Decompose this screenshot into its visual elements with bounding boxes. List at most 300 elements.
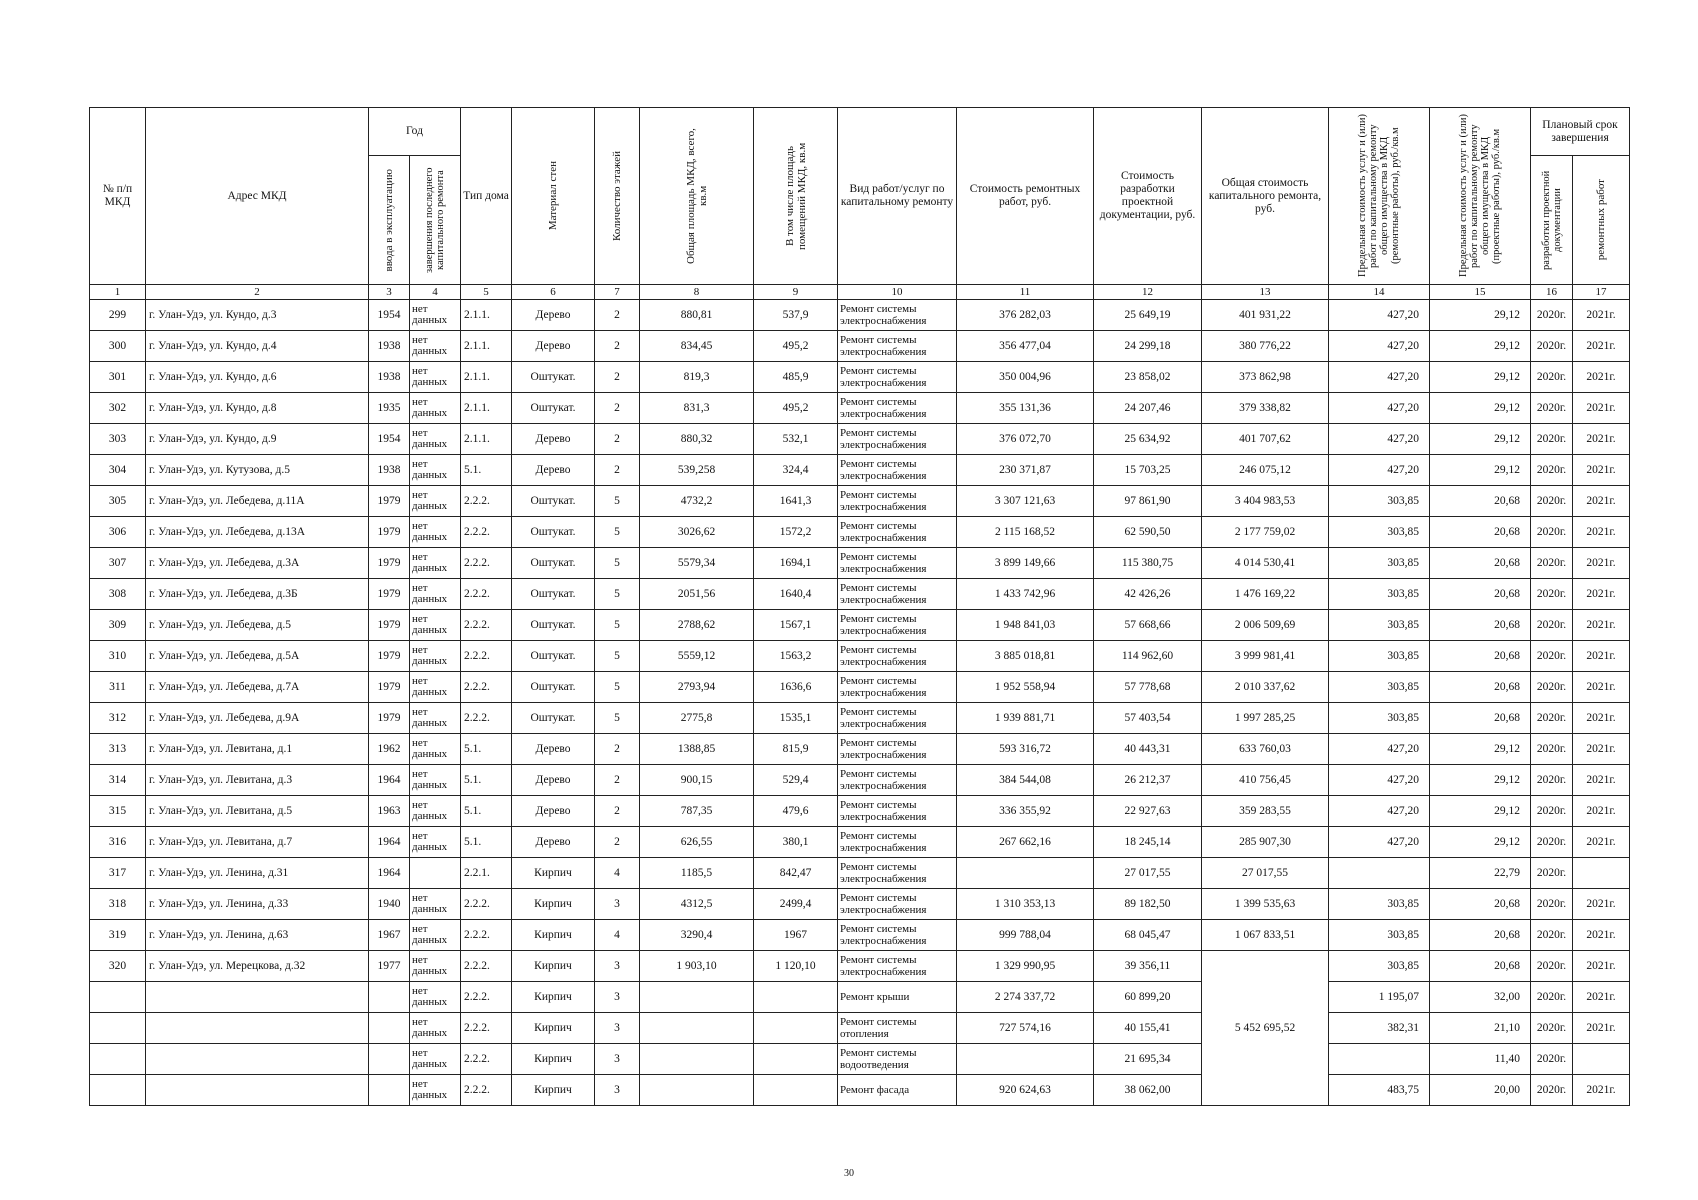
cell-n: 313 — [90, 734, 146, 765]
cell-n: 311 — [90, 672, 146, 703]
cell-n: 317 — [90, 858, 146, 889]
cell-wall: Кирпич — [512, 889, 595, 920]
cell-y2: нет данных — [410, 765, 461, 796]
cell-wall: Дерево — [512, 424, 595, 455]
cell-cost: 3 885 018,81 — [957, 641, 1094, 672]
cell-y1: 1979 — [369, 548, 410, 579]
cell-cost: 230 371,87 — [957, 455, 1094, 486]
cell-n: 310 — [90, 641, 146, 672]
cell-cost: 2 115 168,52 — [957, 517, 1094, 548]
cell-p1: 2020г. — [1531, 672, 1573, 703]
cell-work: Ремонт системы электроснабжения — [838, 641, 957, 672]
cell-design: 115 380,75 — [1094, 548, 1202, 579]
cell-type: 2.2.2. — [461, 1075, 512, 1106]
table-row — [90, 610, 1630, 641]
cell-lim2: 21,10 — [1430, 1013, 1531, 1044]
cell-area: 831,3 — [640, 393, 754, 424]
cell-p1: 2020г. — [1531, 579, 1573, 610]
cell-wall: Дерево — [512, 796, 595, 827]
cell-p2: 2021г. — [1573, 827, 1630, 858]
cell-lim1: 427,20 — [1329, 765, 1430, 796]
cell-work: Ремонт системы электроснабжения — [838, 734, 957, 765]
cell-wall: Дерево — [512, 827, 595, 858]
cell-p1: 2020г. — [1531, 920, 1573, 951]
cell-lim1: 427,20 — [1329, 300, 1430, 331]
table-row — [90, 1075, 1630, 1106]
table-row — [90, 486, 1630, 517]
cell-addr: г. Улан-Удэ, ул. Левитана, д.7 — [146, 827, 369, 858]
table-row — [90, 300, 1630, 331]
cell-cost: 376 072,70 — [957, 424, 1094, 455]
cell-addr: г. Улан-Удэ, ул. Ленина, д.63 — [146, 920, 369, 951]
cell-y2: нет данных — [410, 548, 461, 579]
cell-addr: г. Улан-Удэ, ул. Левитана, д.1 — [146, 734, 369, 765]
cell-lim2: 20,68 — [1430, 641, 1531, 672]
cell-lim2: 11,40 — [1430, 1044, 1531, 1075]
cell-addr: г. Улан-Удэ, ул. Лебедева, д.5 — [146, 610, 369, 641]
cell-lim1: 303,85 — [1329, 889, 1430, 920]
cell-work: Ремонт системы электроснабжения — [838, 362, 957, 393]
cell-y1: 1979 — [369, 486, 410, 517]
cell-area: 880,81 — [640, 300, 754, 331]
cell-y1: 1979 — [369, 610, 410, 641]
cell-wall: Дерево — [512, 331, 595, 362]
cell-y1: 1963 — [369, 796, 410, 827]
cell-n: 314 — [90, 765, 146, 796]
cell-fl: 5 — [595, 672, 640, 703]
cell-rooms: 815,9 — [754, 734, 838, 765]
cell-addr: г. Улан-Удэ, ул. Лебедева, д.3А — [146, 548, 369, 579]
cell-fl: 3 — [595, 1013, 640, 1044]
cell-lim2: 22,79 — [1430, 858, 1531, 889]
cell-design: 40 155,41 — [1094, 1013, 1202, 1044]
cell-type: 2.2.2. — [461, 548, 512, 579]
cell-p1: 2020г. — [1531, 734, 1573, 765]
cell-lim2: 20,00 — [1430, 1075, 1531, 1106]
cell-cost: 2 274 337,72 — [957, 982, 1094, 1013]
cell-type: 2.2.2. — [461, 610, 512, 641]
cell-wall: Дерево — [512, 765, 595, 796]
cell-p2: 2021г. — [1573, 1013, 1630, 1044]
cell-total: 380 776,22 — [1202, 331, 1329, 362]
column-number: 4 — [410, 285, 461, 300]
cell-wall: Кирпич — [512, 982, 595, 1013]
cell-cost: 1 952 558,94 — [957, 672, 1094, 703]
cell-type: 2.1.1. — [461, 393, 512, 424]
cell-type: 2.2.2. — [461, 982, 512, 1013]
table-row — [90, 796, 1630, 827]
cell-y1: 1954 — [369, 300, 410, 331]
cell-rooms: 537,9 — [754, 300, 838, 331]
cell-design: 57 403,54 — [1094, 703, 1202, 734]
header-year: Год — [369, 108, 461, 156]
cell-p2 — [1573, 1044, 1630, 1075]
header-wall — [512, 108, 595, 285]
cell-y1: 1964 — [369, 765, 410, 796]
cell-addr: г. Улан-Удэ, ул. Лебедева, д.9А — [146, 703, 369, 734]
header-house-type: Тип дома — [461, 108, 512, 285]
cell-fl: 3 — [595, 1075, 640, 1106]
cell-wall: Кирпич — [512, 858, 595, 889]
cell-p2: 2021г. — [1573, 796, 1630, 827]
cell-lim1: 303,85 — [1329, 951, 1430, 982]
cell-design: 38 062,00 — [1094, 1075, 1202, 1106]
cell-wall: Оштукат. — [512, 641, 595, 672]
cell-p1: 2020г. — [1531, 1075, 1573, 1106]
cell-n: 303 — [90, 424, 146, 455]
cell-p1: 2020г. — [1531, 765, 1573, 796]
cell-area: 2775,8 — [640, 703, 754, 734]
cell-p2: 2021г. — [1573, 765, 1630, 796]
cell-design: 57 668,66 — [1094, 610, 1202, 641]
header-planned-design-text: разработки проектной документации — [1540, 170, 1563, 270]
table-row — [90, 424, 1630, 455]
column-number: 8 — [640, 285, 754, 300]
cell-type: 2.2.2. — [461, 579, 512, 610]
cell-y1: 1979 — [369, 517, 410, 548]
cell-addr: г. Улан-Удэ, ул. Лебедева, д.11А — [146, 486, 369, 517]
cell-fl: 2 — [595, 424, 640, 455]
cell-design: 23 858,02 — [1094, 362, 1202, 393]
column-number: 16 — [1531, 285, 1573, 300]
cell-work: Ремонт системы водоотведения — [838, 1044, 957, 1075]
cell-area — [640, 1044, 754, 1075]
table-row — [90, 982, 1630, 1013]
cell-p2 — [1573, 858, 1630, 889]
cell-addr: г. Улан-Удэ, ул. Лебедева, д.5А — [146, 641, 369, 672]
cell-total: 1 997 285,25 — [1202, 703, 1329, 734]
cell-addr: г. Улан-Удэ, ул. Лебедева, д.3Б — [146, 579, 369, 610]
cell-area: 900,15 — [640, 765, 754, 796]
cell-lim1: 382,31 — [1329, 1013, 1430, 1044]
cell-total: 285 907,30 — [1202, 827, 1329, 858]
cell-area — [640, 1075, 754, 1106]
header-year-commission-text: ввода в эксплуатацию — [383, 168, 395, 272]
cell-fl: 2 — [595, 362, 640, 393]
cell-y1: 1964 — [369, 827, 410, 858]
column-number: 17 — [1573, 285, 1630, 300]
table-body — [90, 300, 1630, 1106]
cell-addr: г. Улан-Удэ, ул. Кундо, д.4 — [146, 331, 369, 362]
cell-n — [90, 1044, 146, 1075]
cell-p1: 2020г. — [1531, 827, 1573, 858]
cell-lim2: 20,68 — [1430, 548, 1531, 579]
table-row — [90, 858, 1630, 889]
cell-design: 57 778,68 — [1094, 672, 1202, 703]
cell-work: Ремонт системы электроснабжения — [838, 300, 957, 331]
cell-design: 68 045,47 — [1094, 920, 1202, 951]
cell-cost: 1 948 841,03 — [957, 610, 1094, 641]
cell-lim2: 20,68 — [1430, 610, 1531, 641]
cell-lim2: 29,12 — [1430, 455, 1531, 486]
cell-total: 401 931,22 — [1202, 300, 1329, 331]
cell-y2: нет данных — [410, 331, 461, 362]
cell-addr — [146, 1013, 369, 1044]
column-number: 11 — [957, 285, 1094, 300]
header-total-area-text: Общая площадь МКД, всего, кв.м — [684, 128, 709, 264]
cell-wall: Кирпич — [512, 920, 595, 951]
cell-lim2: 29,12 — [1430, 765, 1531, 796]
cell-y2: нет данных — [410, 796, 461, 827]
cell-total: 379 338,82 — [1202, 393, 1329, 424]
cell-y1: 1938 — [369, 331, 410, 362]
cell-design: 62 590,50 — [1094, 517, 1202, 548]
cell-p1: 2020г. — [1531, 889, 1573, 920]
cell-n: 306 — [90, 517, 146, 548]
cell-y2: нет данных — [410, 455, 461, 486]
cell-area: 3290,4 — [640, 920, 754, 951]
cell-cost: 999 788,04 — [957, 920, 1094, 951]
cell-y1: 1977 — [369, 951, 410, 982]
cell-design: 26 212,37 — [1094, 765, 1202, 796]
header-limit-design — [1430, 108, 1531, 285]
cell-area: 834,45 — [640, 331, 754, 362]
cell-design: 114 962,60 — [1094, 641, 1202, 672]
cell-work: Ремонт системы электроснабжения — [838, 548, 957, 579]
cell-lim1: 427,20 — [1329, 331, 1430, 362]
cell-cost: 3 307 121,63 — [957, 486, 1094, 517]
cell-lim1 — [1329, 1044, 1430, 1075]
table-row — [90, 1013, 1630, 1044]
table-row — [90, 672, 1630, 703]
cell-addr: г. Улан-Удэ, ул. Кундо, д.3 — [146, 300, 369, 331]
cell-type: 2.1.1. — [461, 362, 512, 393]
cell-rooms — [754, 1075, 838, 1106]
cell-type: 2.2.2. — [461, 486, 512, 517]
header-wall-text: Материал стен — [547, 161, 560, 231]
cell-design: 18 245,14 — [1094, 827, 1202, 858]
cell-n — [90, 1075, 146, 1106]
cell-p1: 2020г. — [1531, 548, 1573, 579]
cell-lim1: 427,20 — [1329, 455, 1430, 486]
cell-total: 2 006 509,69 — [1202, 610, 1329, 641]
cell-y2: нет данных — [410, 393, 461, 424]
cell-rooms: 324,4 — [754, 455, 838, 486]
cell-lim1: 303,85 — [1329, 517, 1430, 548]
cell-type: 2.1.1. — [461, 424, 512, 455]
cell-p1: 2020г. — [1531, 951, 1573, 982]
cell-rooms: 1694,1 — [754, 548, 838, 579]
cell-area — [640, 982, 754, 1013]
cell-work: Ремонт системы электроснабжения — [838, 455, 957, 486]
cell-fl: 4 — [595, 858, 640, 889]
cell-cost: 356 477,04 — [957, 331, 1094, 362]
cell-wall: Кирпич — [512, 1044, 595, 1075]
cell-n: 304 — [90, 455, 146, 486]
cell-area: 2793,94 — [640, 672, 754, 703]
cell-p1: 2020г. — [1531, 362, 1573, 393]
header-year-last-repair — [410, 156, 461, 285]
cell-type: 2.2.2. — [461, 951, 512, 982]
cell-rooms: 479,6 — [754, 796, 838, 827]
cell-p1: 2020г. — [1531, 393, 1573, 424]
cell-p2: 2021г. — [1573, 424, 1630, 455]
table-row — [90, 920, 1630, 951]
cell-type: 2.2.2. — [461, 1044, 512, 1075]
header-num: № п/п МКД — [90, 108, 146, 285]
cell-total: 1 476 169,22 — [1202, 579, 1329, 610]
cell-area: 2788,62 — [640, 610, 754, 641]
cell-fl: 5 — [595, 517, 640, 548]
cell-wall: Дерево — [512, 455, 595, 486]
cell-y1: 1967 — [369, 920, 410, 951]
cell-design: 39 356,11 — [1094, 951, 1202, 982]
header-room-area-text: В том числе площадь помещений МКД, кв.м — [783, 142, 808, 250]
column-number: 13 — [1202, 285, 1329, 300]
cell-total: 1 399 535,63 — [1202, 889, 1329, 920]
header-floors — [595, 108, 640, 285]
cell-cost: 1 433 742,96 — [957, 579, 1094, 610]
cell-y2: нет данных — [410, 889, 461, 920]
cell-wall: Оштукат. — [512, 610, 595, 641]
column-number-row — [90, 285, 1630, 300]
cell-rooms: 1641,3 — [754, 486, 838, 517]
table-row — [90, 517, 1630, 548]
cell-y1: 1979 — [369, 579, 410, 610]
cell-fl: 5 — [595, 548, 640, 579]
column-number: 3 — [369, 285, 410, 300]
cell-cost — [957, 858, 1094, 889]
table-row — [90, 889, 1630, 920]
cell-y1: 1979 — [369, 703, 410, 734]
cell-lim2: 29,12 — [1430, 734, 1531, 765]
cell-lim2: 20,68 — [1430, 951, 1531, 982]
cell-fl: 2 — [595, 765, 640, 796]
cell-work: Ремонт системы электроснабжения — [838, 920, 957, 951]
cell-wall: Оштукат. — [512, 548, 595, 579]
cell-rooms: 842,47 — [754, 858, 838, 889]
cell-wall: Оштукат. — [512, 703, 595, 734]
cell-work: Ремонт системы электроснабжения — [838, 610, 957, 641]
cell-lim2: 20,68 — [1430, 672, 1531, 703]
cell-n: 302 — [90, 393, 146, 424]
cell-n: 308 — [90, 579, 146, 610]
table-row — [90, 362, 1630, 393]
cell-type: 2.2.2. — [461, 703, 512, 734]
cell-p1: 2020г. — [1531, 858, 1573, 889]
cell-design: 97 861,90 — [1094, 486, 1202, 517]
cell-y1: 1954 — [369, 424, 410, 455]
cell-y2: нет данных — [410, 734, 461, 765]
cell-total: 410 756,45 — [1202, 765, 1329, 796]
cell-fl: 2 — [595, 796, 640, 827]
cell-n: 305 — [90, 486, 146, 517]
cell-fl: 2 — [595, 393, 640, 424]
column-number: 10 — [838, 285, 957, 300]
cell-p1: 2020г. — [1531, 1013, 1573, 1044]
table-row — [90, 579, 1630, 610]
cell-y1 — [369, 1044, 410, 1075]
cell-cost: 920 624,63 — [957, 1075, 1094, 1106]
cell-cost: 336 355,92 — [957, 796, 1094, 827]
repair-plan-table — [89, 107, 1630, 1106]
cell-area: 880,32 — [640, 424, 754, 455]
cell-type: 2.2.2. — [461, 1013, 512, 1044]
cell-addr: г. Улан-Удэ, ул. Левитана, д.5 — [146, 796, 369, 827]
cell-lim1: 303,85 — [1329, 579, 1430, 610]
cell-work: Ремонт системы электроснабжения — [838, 951, 957, 982]
cell-fl: 3 — [595, 1044, 640, 1075]
cell-p2: 2021г. — [1573, 641, 1630, 672]
table-row — [90, 393, 1630, 424]
cell-total: 633 760,03 — [1202, 734, 1329, 765]
cell-p1: 2020г. — [1531, 331, 1573, 362]
cell-cost: 727 574,16 — [957, 1013, 1094, 1044]
cell-y1: 1964 — [369, 858, 410, 889]
table-row — [90, 548, 1630, 579]
cell-cost — [957, 1044, 1094, 1075]
cell-total: 2 010 337,62 — [1202, 672, 1329, 703]
cell-y2: нет данных — [410, 610, 461, 641]
cell-n: 316 — [90, 827, 146, 858]
cell-rooms: 495,2 — [754, 331, 838, 362]
cell-p1: 2020г. — [1531, 424, 1573, 455]
table-row — [90, 641, 1630, 672]
cell-rooms: 485,9 — [754, 362, 838, 393]
cell-type: 2.2.2. — [461, 641, 512, 672]
cell-addr: г. Улан-Удэ, ул. Лебедева, д.7А — [146, 672, 369, 703]
cell-cost: 593 316,72 — [957, 734, 1094, 765]
header-room-area — [754, 108, 838, 285]
cell-lim1: 303,85 — [1329, 548, 1430, 579]
cell-lim1: 303,85 — [1329, 486, 1430, 517]
header-planned-repair-text: ремонтных работ — [1595, 179, 1608, 261]
cell-cost: 376 282,03 — [957, 300, 1094, 331]
cell-lim2: 29,12 — [1430, 393, 1531, 424]
cell-rooms: 380,1 — [754, 827, 838, 858]
cell-addr: г. Улан-Удэ, ул. Левитана, д.3 — [146, 765, 369, 796]
cell-area: 787,35 — [640, 796, 754, 827]
cell-area — [640, 1013, 754, 1044]
cell-total: 2 177 759,02 — [1202, 517, 1329, 548]
cell-y1 — [369, 1075, 410, 1106]
cell-y1: 1979 — [369, 672, 410, 703]
cell-design: 24 207,46 — [1094, 393, 1202, 424]
cell-p1: 2020г. — [1531, 517, 1573, 548]
cell-y1: 1938 — [369, 455, 410, 486]
header-limit-repair-text: Предельная стоимость услуг и (или) работ по капитальному ремонту общего имущества в МКД (ремонтные работы), руб./кв.м — [1357, 114, 1402, 278]
cell-p1: 2020г. — [1531, 796, 1573, 827]
cell-work: Ремонт системы электроснабжения — [838, 796, 957, 827]
cell-work: Ремонт системы электроснабжения — [838, 858, 957, 889]
cell-work: Ремонт системы отопления — [838, 1013, 957, 1044]
cell-total: 4 014 530,41 — [1202, 548, 1329, 579]
cell-y2 — [410, 858, 461, 889]
cell-wall: Оштукат. — [512, 486, 595, 517]
cell-p2: 2021г. — [1573, 486, 1630, 517]
cell-design: 40 443,31 — [1094, 734, 1202, 765]
table-row — [90, 765, 1630, 796]
cell-wall: Кирпич — [512, 1013, 595, 1044]
cell-n: 320 — [90, 951, 146, 982]
cell-p2: 2021г. — [1573, 982, 1630, 1013]
cell-rooms: 1640,4 — [754, 579, 838, 610]
cell-fl: 2 — [595, 827, 640, 858]
cell-work: Ремонт системы электроснабжения — [838, 517, 957, 548]
cell-fl: 5 — [595, 610, 640, 641]
cell-p1: 2020г. — [1531, 641, 1573, 672]
cell-lim1: 1 195,07 — [1329, 982, 1430, 1013]
cell-lim1: 483,75 — [1329, 1075, 1430, 1106]
cell-type: 5.1. — [461, 734, 512, 765]
cell-lim2: 20,68 — [1430, 889, 1531, 920]
cell-type: 2.2.2. — [461, 920, 512, 951]
cell-y2: нет данных — [410, 579, 461, 610]
cell-rooms: 532,1 — [754, 424, 838, 455]
table-row — [90, 827, 1630, 858]
header-planned-design — [1531, 156, 1573, 285]
cell-type: 2.1.1. — [461, 300, 512, 331]
